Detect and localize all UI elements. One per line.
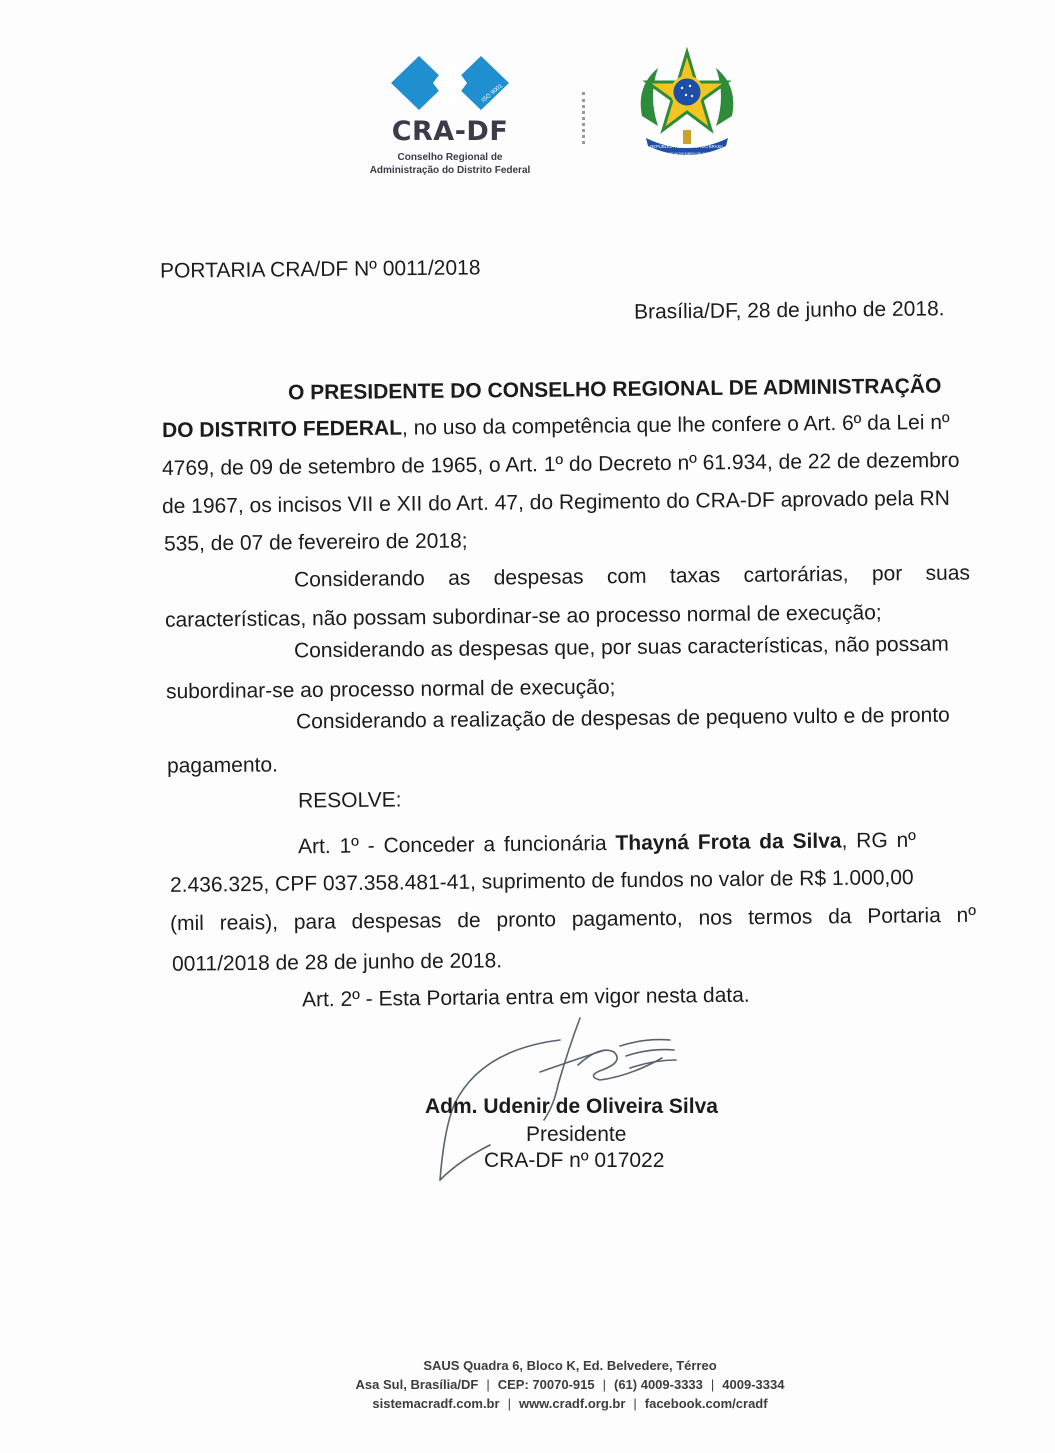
footer-address — [300, 1356, 840, 1413]
portaria-reference: PORTARIA CRA/DF Nº 0011/2018 — [159, 256, 481, 283]
resolve-heading: RESOLVE: — [297, 788, 402, 813]
article-1-prefix: Art. 1º - Conceder a funcionária — [297, 831, 616, 859]
footer-phone-2: 4009-3334 — [722, 1377, 785, 1392]
article-1-line-4: 0011/2018 de 28 de junho de 2018. — [171, 949, 503, 976]
signatory-name: Adm. Udenir de Oliveira Silva — [425, 1095, 718, 1118]
paragraph-1-line-1: O PRESIDENTE DO CONSELHO REGIONAL DE ADMINISTRAÇÃO — [287, 374, 942, 405]
article-1-suffix: , RG nº — [841, 828, 917, 853]
signatory-registration: CRA-DF nº 017022 — [484, 1149, 665, 1172]
article-1-line-2: 2.436.325, CPF 037.358.481-41, suprimento de fundos no valor de R$ 1.000,00 — [169, 866, 914, 897]
considering-2-line-1: Considerando as despesas que, por suas características, não possam — [293, 632, 949, 663]
considering-1-line-1: Considerando as despesas com taxas cartorárias, por suas — [293, 561, 971, 592]
cra-full-name-line2: Administração do Distrito Federal — [369, 165, 531, 176]
footer-city: Asa Sul, Brasília/DF — [355, 1377, 479, 1392]
considering-3-line-2: pagamento. — [166, 753, 279, 778]
article-1-line-3: (mil reais), para despesas de pronto pagamento, nos termos da Portaria nº — [169, 903, 977, 936]
iso-mark: ISO 9001 — [480, 83, 505, 105]
footer-phone-1: (61) 4009-3333 — [613, 1377, 703, 1392]
paragraph-1-line-4: de 1967, os incisos VII e XII do Art. 47, do Regimento do CRA-DF aprovado pela RN — [161, 486, 951, 519]
paragraph-1-line-5: 535, de 07 de fevereiro de 2018; — [163, 529, 468, 556]
footer-site-1[interactable]: sistemacradf.com.br — [372, 1396, 500, 1411]
coat-date-text: 15 DE NOVEMBRO DE 1889 — [663, 152, 711, 156]
footer-line-2: Asa Sul, Brasília/DF | CEP: 70070-915 | (61) 4009-3333 | 4009-3334 — [355, 1377, 785, 1392]
paragraph-1-line-2-rest: , no uso da competência que lhe confere o Art. 6º da Lei nº — [401, 410, 950, 440]
footer-line-3: sistemacradf.com.br | www.cradf.org.br | facebook.com/cradf — [372, 1396, 768, 1411]
article-2: Art. 2º - Esta Portaria entra em vigor nesta data. — [301, 983, 750, 1012]
cra-abbreviation: CRA-DF — [391, 116, 509, 147]
document-date: Brasília/DF, 28 de junho de 2018. — [633, 297, 945, 324]
cra-full-name-line1: Conselho Regional de — [397, 152, 503, 163]
signatory-role: Presidente — [526, 1123, 627, 1146]
footer-cep: CEP: 70070-915 — [497, 1377, 595, 1392]
considering-1-line-2: características, não possam subordinar-se ao processo normal de execução; — [164, 601, 882, 632]
considering-2-line-2: subordinar-se ao processo normal de execução; — [165, 675, 616, 704]
footer-facebook-link[interactable]: facebook.com/cradf — [644, 1396, 768, 1411]
paragraph-1-line-2 — [162, 410, 950, 444]
coat-band-text: REPÚBLICA FEDERATIVA DO BRASIL — [650, 144, 724, 149]
presidency-title: DO DISTRITO FEDERAL — [161, 416, 403, 443]
employee-name: Thayná Frota da Silva — [615, 829, 842, 855]
paragraph-1-line-3: 4769, de 09 de setembro de 1965, o Art. 1º do Decreto nº 61.934, de 22 de dezembro — [161, 448, 960, 481]
considering-3-line-1: Considerando a realização de despesas de pequeno vulto e de pronto — [295, 703, 950, 734]
footer-line-1: SAUS Quadra 6, Bloco K, Ed. Belvedere, Térreo — [423, 1358, 717, 1373]
footer-site-2[interactable]: www.cradf.org.br — [518, 1396, 626, 1411]
article-1-line-1 — [298, 828, 916, 860]
